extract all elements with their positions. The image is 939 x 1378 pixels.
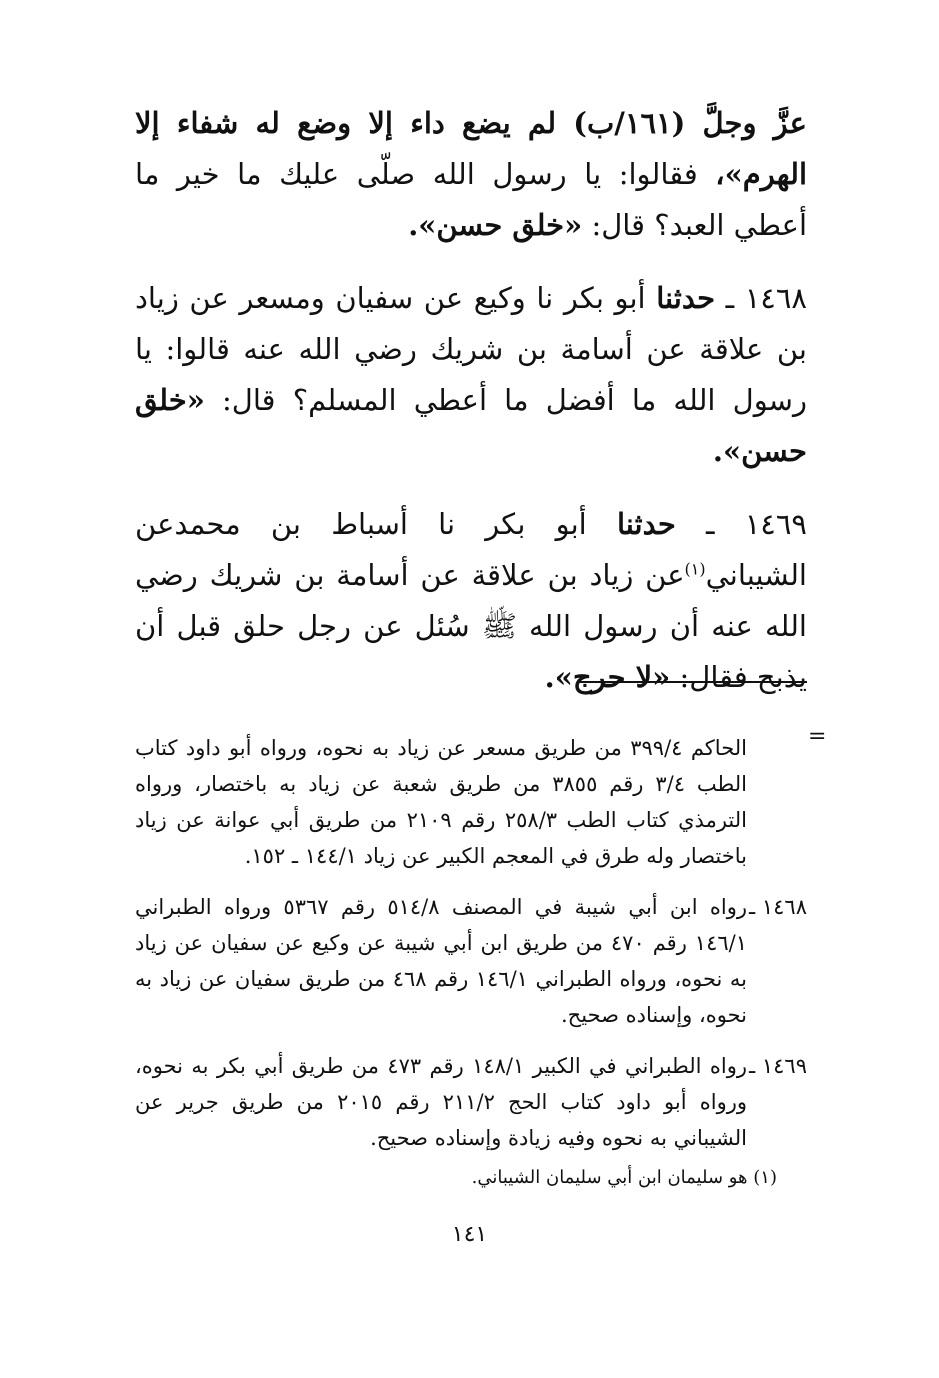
hadith-number: ١٤٦٨ ـ <box>715 281 807 315</box>
footnote-number: ١٤٦٩ ـ <box>749 1054 807 1078</box>
footnotes-block <box>135 730 807 1193</box>
paragraph-continuation <box>135 98 807 251</box>
paragraph-bold-lead: عزَّ وجلَّ (١٦١/ب) لم يضع داء إلا وضع له شفاء إلا الهرم»، <box>135 106 807 191</box>
footnote-continuation <box>135 730 807 874</box>
page-number: ١٤١ <box>451 1222 488 1247</box>
paragraph-bold-tail: «خلق حسن». <box>408 208 583 242</box>
hadith-bold-tail: «لا حرج». <box>544 660 671 694</box>
hadith-text: أبو بكر نا وكيع عن سفيان ومسعر عن زياد بن علاقة عن أسامة بن شريك رضي الله عنه قالوا: يا رسول الله ما أفضل ما أعطي المسلم؟ قال: <box>135 281 807 417</box>
footnote-1469 <box>135 1048 807 1156</box>
footnote-separator-rule <box>577 681 807 683</box>
hadith-1469 <box>135 499 807 703</box>
footnote-reference: (١) <box>684 559 706 579</box>
hadith-label: حدثنا <box>656 281 716 315</box>
footnote-text: رواه الطبراني في الكبير ١٤٨/١ رقم ٤٧٣ من طريق أبي بكر به نحوه، ورواه أبو داود كتاب الحج ٢١١/٢ رقم ٢٠١٥ من طريق جرير عن الشيباني به نحوه وفيه زيادة وإسناده صحيح. <box>135 1054 747 1150</box>
hadith-text-b: عن زياد بن علاقة عن أسامة بن شريك رضي الله عنه أن رسول الله ﷺ سُئل عن رجل حلق قبل أن يذبح فقال: <box>135 558 807 694</box>
footnote-text: رواه ابن أبي شيبة في المصنف ٥١٤/٨ رقم ٥٣٦٧ ورواه الطبراني ١٤٦/١ رقم ٤٧٠ من طريق ابن أبي شيبة عن وكيع عن سفيان عن زياد به نحوه، ورواه الطبراني ١٤٦/١ رقم ٤٦٨ من طريق سفيان عن زياد به نحوه، وإسناده صحيح. <box>135 895 747 1027</box>
paragraph-text: فقالوا: يا رسول الله صلّى عليك ما خير ما أعطي العبد؟ قال: <box>135 157 807 242</box>
main-text-block <box>135 98 807 725</box>
hadith-bold-tail: «خلق حسن». <box>135 383 807 468</box>
hadith-text-a: أبو بكر نا أسباط بن محمدعن الشيباني <box>135 507 807 592</box>
footnote-number: ١٤٦٨ ـ <box>749 895 807 919</box>
hadith-number: ١٤٦٩ ـ <box>675 507 807 541</box>
footnote-continuation-mark: = <box>808 724 827 749</box>
hadith-1468 <box>135 273 807 477</box>
hadith-label: حدثنا <box>616 507 676 541</box>
footnote-sub-note: (١) هو سليمان ابن أبي سليمان الشيباني. <box>471 1167 777 1188</box>
footnote-text: الحاكم ٣٩٩/٤ من طريق مسعر عن زياد به نحوه، ورواه أبو داود كتاب الطب ٣/٤ رقم ٣٨٥٥ من طريق شعبة عن زياد به باختصار، ورواه الترمذي كتاب الطب ٢٥٨/٣ رقم ٢١٠٩ من طريق أبي عوانة عن زياد باختصار وله طرق في المعجم الكبير عن زياد ١٤٤/١ ـ ١٥٢. <box>135 736 747 868</box>
footnote-1468 <box>135 889 807 1033</box>
